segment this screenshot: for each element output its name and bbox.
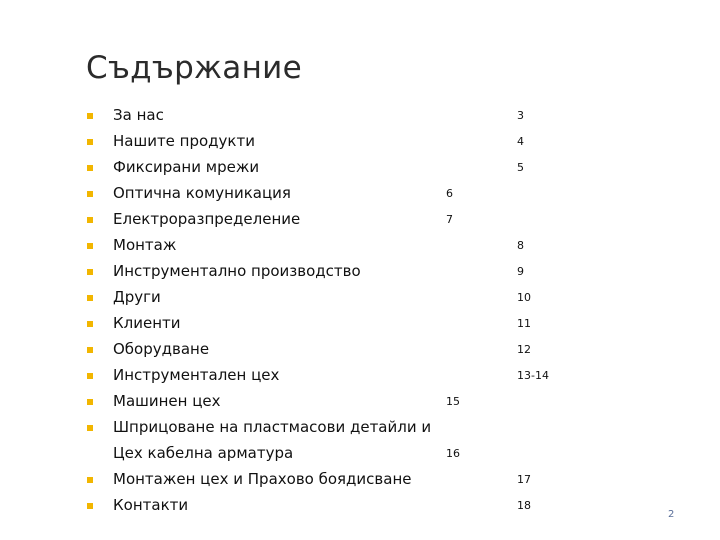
bullet-icon xyxy=(87,113,93,119)
toc-item-label: Контакти xyxy=(113,496,189,514)
bullet-icon xyxy=(87,217,93,223)
toc-item-page: 3 xyxy=(517,109,524,122)
toc-item-page: 13-14 xyxy=(517,369,549,382)
toc-item-label: Нашите продукти xyxy=(113,132,255,150)
toc-item xyxy=(0,105,720,131)
toc-item-page: 8 xyxy=(517,239,524,252)
toc-item xyxy=(0,365,720,391)
toc-item xyxy=(0,417,720,443)
toc-item-page: 7 xyxy=(446,213,453,226)
toc-item-label: Други xyxy=(113,288,161,306)
toc-item xyxy=(0,313,720,339)
toc-item-label: Цех кабелна арматура xyxy=(113,444,294,462)
bullet-icon xyxy=(87,243,93,249)
bullet-icon xyxy=(87,373,93,379)
toc-item-label: За нас xyxy=(113,106,164,124)
bullet-icon xyxy=(87,399,93,405)
toc-item-page: 16 xyxy=(446,447,460,460)
toc-item-page: 10 xyxy=(517,291,531,304)
toc-item xyxy=(0,495,720,521)
toc-item xyxy=(0,287,720,313)
toc-item-page: 6 xyxy=(446,187,453,200)
toc-item xyxy=(0,443,720,469)
toc-item xyxy=(0,209,720,235)
toc-item-page: 5 xyxy=(517,161,524,174)
toc-item-label: Монтаж xyxy=(113,236,177,254)
toc-item-page: 4 xyxy=(517,135,524,148)
slide-number: 2 xyxy=(668,509,675,520)
toc-item-page: 15 xyxy=(446,395,460,408)
toc-item-page: 9 xyxy=(517,265,524,278)
toc-item-label: Монтажен цех и Прахово боядисване xyxy=(113,470,412,488)
toc-item-label: Инструментален цех xyxy=(113,366,280,384)
toc-item xyxy=(0,131,720,157)
toc-item-page: 17 xyxy=(517,473,531,486)
toc-item-label: Оборудване xyxy=(113,340,210,358)
toc-item xyxy=(0,157,720,183)
bullet-icon xyxy=(87,295,93,301)
bullet-icon xyxy=(87,477,93,483)
bullet-icon xyxy=(87,425,93,431)
toc-item xyxy=(0,235,720,261)
toc-item-label: Инструментално производство xyxy=(113,262,361,280)
bullet-icon xyxy=(87,139,93,145)
toc-item xyxy=(0,469,720,495)
toc-item-page: 12 xyxy=(517,343,531,356)
toc-item-page: 18 xyxy=(517,499,531,512)
toc-item-label: Електроразпределение xyxy=(113,210,301,228)
bullet-icon xyxy=(87,269,93,275)
toc-item xyxy=(0,183,720,209)
toc-item-label: Машинен цех xyxy=(113,392,221,410)
toc-item-label: Оптична комуникация xyxy=(113,184,291,202)
bullet-icon xyxy=(87,191,93,197)
toc-item-label: Шприцоване на пластмасови детайли и xyxy=(113,418,432,436)
bullet-icon xyxy=(87,321,93,327)
bullet-icon xyxy=(87,347,93,353)
toc-item-page: 11 xyxy=(517,317,531,330)
toc-item-label: Клиенти xyxy=(113,314,181,332)
toc-item xyxy=(0,261,720,287)
toc-item xyxy=(0,339,720,365)
bullet-icon xyxy=(87,503,93,509)
toc-item xyxy=(0,391,720,417)
page-title: Съдържание xyxy=(86,50,302,86)
toc-item-label: Фиксирани мрежи xyxy=(113,158,260,176)
bullet-icon xyxy=(87,165,93,171)
